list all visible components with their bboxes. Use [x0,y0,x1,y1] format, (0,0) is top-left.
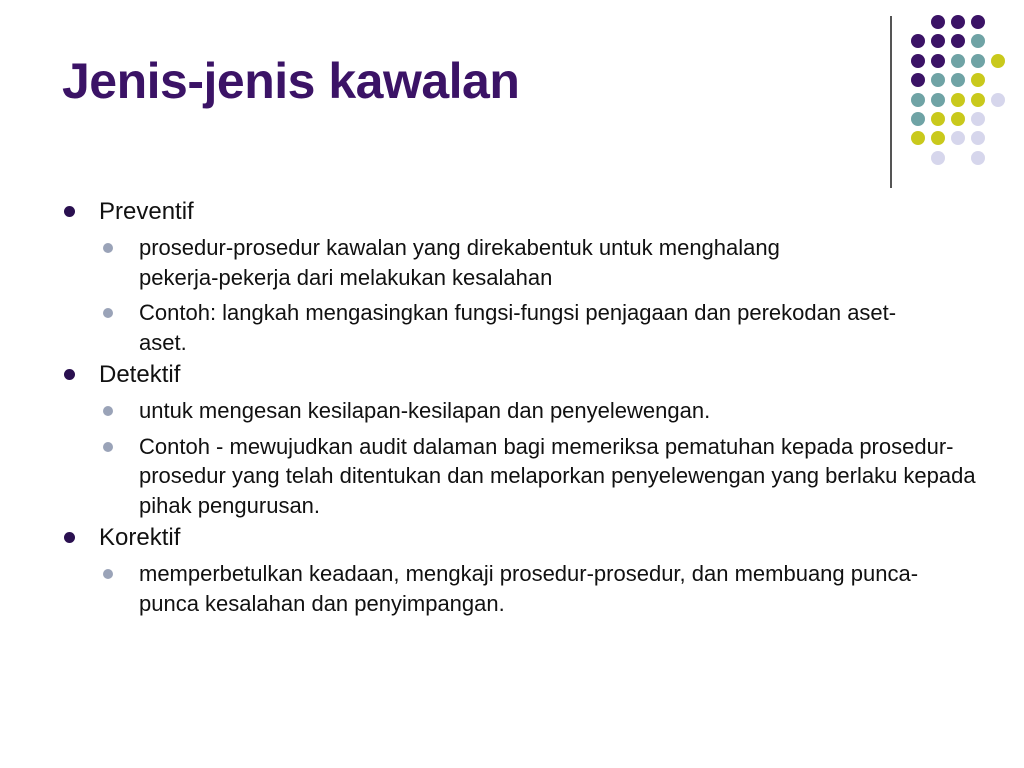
section-heading: Korektif [62,522,982,553]
section-heading: Detektif [62,359,982,390]
decorative-dot [971,93,985,107]
decorative-dot [951,93,965,107]
decorative-dot [971,34,985,48]
decorative-dot [971,131,985,145]
decorative-dot [971,73,985,87]
decorative-dot [911,93,925,107]
decorative-dot [911,54,925,68]
section-preventif [62,196,982,357]
decorative-dot [951,131,965,145]
slide-title: Jenis-jenis kawalan [62,53,520,109]
decorative-dot [971,112,985,126]
section-point: prosedur-prosedur kawalan yang direkabentuk untuk menghalang pekerja-pekerja dari melakukan kesalahan [62,233,839,292]
slide-body [62,196,982,618]
decorative-dot [991,93,1005,107]
decorative-dot [991,54,1005,68]
divider-line [890,16,892,188]
section-korektif [62,522,982,618]
section-point: memperbetulkan keadaan, mengkaji prosedur-prosedur, dan membuang punca-punca kesalahan dan penyimpangan. [62,559,939,618]
decorative-dot [951,34,965,48]
decorative-dot [911,73,925,87]
decorative-dot [931,54,945,68]
section-point: untuk mengesan kesilapan-kesilapan dan penyelewengan. [62,396,982,426]
decorative-dot [951,54,965,68]
decorative-dot [971,54,985,68]
decorative-dot [951,73,965,87]
decorative-dot [971,151,985,165]
decorative-dot [931,112,945,126]
decorative-dot [931,151,945,165]
decorative-dot-grid [0,0,1024,200]
decorative-dot [911,34,925,48]
decorative-dot [931,34,945,48]
section-heading: Preventif [62,196,982,227]
decorative-dot [931,131,945,145]
decorative-dot [951,15,965,29]
section-detektif [62,359,982,520]
decorative-dot [911,112,925,126]
decorative-dot [931,15,945,29]
decorative-dot [951,112,965,126]
section-point: Contoh: langkah mengasingkan fungsi-fungsi penjagaan dan perekodan aset-aset. [62,298,939,357]
decorative-dot [931,93,945,107]
decorative-dot [911,131,925,145]
decorative-dot [971,15,985,29]
decorative-dot [931,73,945,87]
section-point: Contoh - mewujudkan audit dalaman bagi memeriksa pematuhan kepada prosedur-prosedur yang telah ditentukan dan melaporkan penyelewengan yang berlaku kepada pihak pengurusan. [62,432,979,521]
